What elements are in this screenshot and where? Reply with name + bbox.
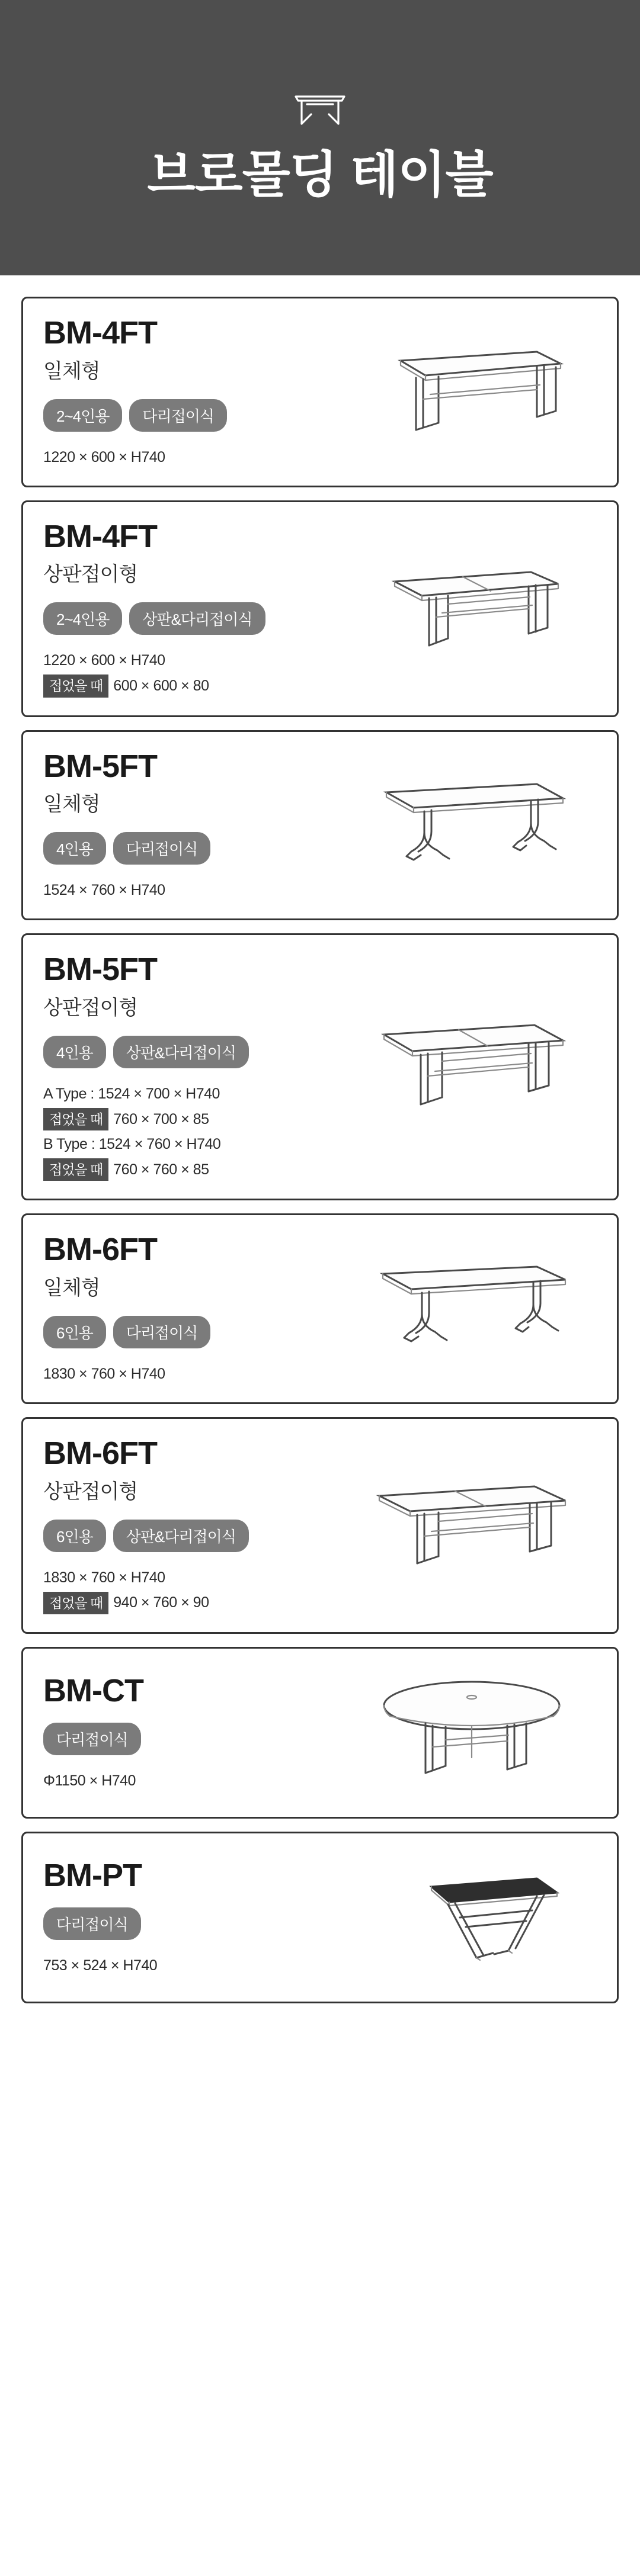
spec-row [43,1134,334,1155]
product-card[interactable] [21,1647,619,1819]
product-model: BM-5FT [43,748,157,784]
rectangular-table-4ft-drawing [359,328,578,455]
product-subtitle: 일체형 [43,1277,100,1299]
product-model: BM-CT [43,1672,143,1708]
tag-badge: 2~4인용 [43,399,122,432]
spec-row [43,650,334,671]
product-illustration [334,520,600,698]
spec-row [43,1364,334,1385]
tag-badge: 상판&다리접이식 [113,1520,249,1552]
spec-value: 600 × 600 × 80 [113,677,209,694]
card-info [43,953,334,1181]
product-illustration [334,1233,600,1385]
product-model: BM-4FT [43,518,157,554]
product-illustration [334,953,600,1181]
product-subtitle: 상판접이형 [43,1480,138,1503]
tag-badge: 상판&다리접이식 [113,1036,249,1068]
spec-row [43,1568,334,1588]
product-tags [43,1907,334,1940]
tag-badge: 다리접이식 [43,1723,141,1755]
spec-row [43,1158,334,1181]
spec-value: 1830 × 760 × H740 [43,1366,165,1382]
spec-row [43,1592,334,1614]
tag-badge: 6인용 [43,1316,106,1348]
product-card[interactable] [21,1417,619,1634]
page-title: 브로몰딩 테이블 [147,147,493,203]
tag-badge: 다리접이식 [113,832,211,865]
folding-table-icon [287,85,353,132]
product-model: BM-6FT [43,1232,157,1268]
folding-top-table-4ft-drawing [359,545,578,672]
product-model: BM-PT [43,1857,142,1893]
spec-row [43,1108,334,1130]
card-info [43,1437,334,1614]
tag-badge: 2~4인용 [43,602,122,635]
product-specs [43,447,334,468]
card-info [43,316,334,468]
folding-top-table-5ft-drawing [359,999,578,1135]
tag-badge: 4인용 [43,1036,106,1068]
tag-badge: 4인용 [43,832,106,865]
spec-value: 753 × 524 × H740 [43,1957,158,1974]
spec-value: B Type : 1524 × 760 × H740 [43,1136,221,1153]
product-card[interactable] [21,1213,619,1404]
product-subtitle: 일체형 [43,793,100,816]
spec-value: 1220 × 600 × H740 [43,652,165,669]
product-model: BM-4FT [43,315,157,351]
spec-row [43,1771,334,1791]
product-card[interactable] [21,297,619,487]
product-tags [43,1316,334,1348]
spec-value: 760 × 700 × 85 [113,1110,209,1128]
product-specs [43,1364,334,1385]
spec-row [43,674,334,697]
product-illustration [334,1437,600,1614]
spec-row [43,447,334,468]
folding-top-table-6ft-drawing [359,1462,578,1589]
product-tags [43,1520,334,1552]
rectangular-table-5ft-drawing [359,762,578,889]
product-illustration [334,316,600,468]
product-model: BM-5FT [43,952,157,988]
product-card[interactable] [21,1832,619,2003]
spec-value: 1220 × 600 × H740 [43,448,165,465]
portable-dark-top-table-drawing [359,1854,578,1981]
spec-value: 760 × 760 × 85 [113,1161,209,1178]
product-tags [43,832,334,865]
product-model: BM-6FT [43,1435,157,1471]
tag-badge: 다리접이식 [129,399,227,432]
spec-chip: 접었을 때 [43,1108,108,1130]
product-specs [43,1084,334,1181]
product-tags [43,602,334,635]
spec-value: 940 × 760 × 90 [113,1594,209,1611]
spec-value: A Type : 1524 × 700 × H740 [43,1085,220,1102]
card-info [43,1851,334,1984]
product-tags [43,399,334,432]
spec-chip: 접었을 때 [43,674,108,697]
spec-chip: 접었을 때 [43,1158,108,1181]
tag-badge: 상판&다리접이식 [129,602,265,635]
card-info [43,520,334,698]
spec-row [43,1955,334,1976]
product-illustration [334,1851,600,1984]
product-tags [43,1036,334,1068]
product-specs [43,1568,334,1614]
product-subtitle: 상판접이형 [43,996,138,1019]
tag-badge: 다리접이식 [43,1907,141,1940]
product-subtitle: 일체형 [43,359,100,383]
product-specs [43,1771,334,1791]
product-specs [43,650,334,697]
product-specs [43,1955,334,1976]
spec-value: 1830 × 760 × H740 [43,1569,165,1586]
product-card-list [0,275,640,2003]
rectangular-table-6ft-drawing [359,1245,578,1373]
card-info [43,1666,334,1799]
round-table-drawing [359,1669,578,1796]
tag-badge: 다리접이식 [113,1316,211,1348]
card-info [43,750,334,901]
product-specs [43,880,334,901]
spec-chip: 접었을 때 [43,1592,108,1614]
page-header [0,0,640,275]
spec-row [43,880,334,901]
spec-value: Φ1150 × H740 [43,1772,136,1790]
product-subtitle: 상판접이형 [43,563,138,586]
product-card[interactable] [21,730,619,921]
product-illustration [334,750,600,901]
card-info [43,1233,334,1385]
product-tags [43,1723,334,1755]
spec-value: 1524 × 760 × H740 [43,882,165,899]
product-card[interactable] [21,933,619,1200]
tag-badge: 6인용 [43,1520,106,1552]
product-card[interactable] [21,500,619,717]
spec-row [43,1084,334,1104]
product-illustration [334,1666,600,1799]
